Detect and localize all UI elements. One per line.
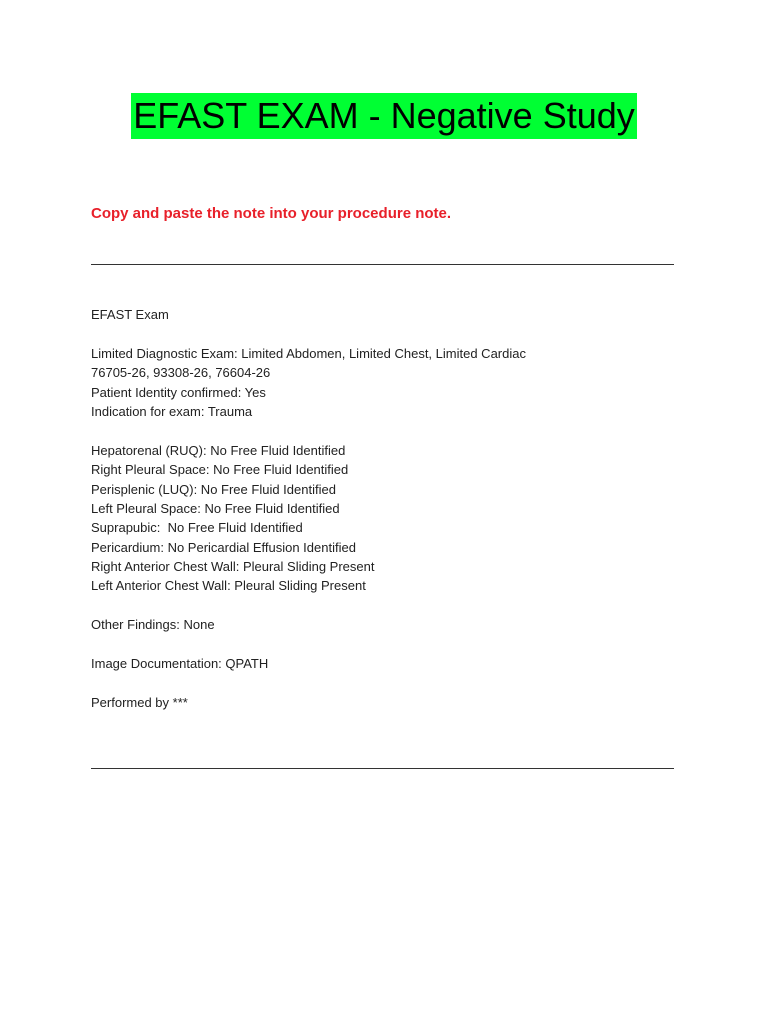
spacer [91, 635, 691, 654]
finding-line: Suprapubic: No Free Fluid Identified [91, 520, 303, 536]
finding-line: Perisplenic (LUQ): No Free Fluid Identified [91, 481, 336, 497]
finding-line: Pericardium: No Pericardial Effusion Identified [91, 539, 356, 555]
exam-info-line: Limited Diagnostic Exam: Limited Abdomen, Limited Chest, Limited Cardiac [91, 345, 526, 361]
title-wrapper [0, 93, 768, 139]
finding-line: Hepatorenal (RUQ): No Free Fluid Identified [91, 442, 346, 458]
note-heading: EFAST Exam [91, 307, 169, 322]
image-documentation-line: Image Documentation: QPATH [91, 656, 269, 672]
finding-line: Left Anterior Chest Wall: Pleural Sliding Present [91, 578, 366, 594]
finding-line: Left Pleural Space: No Free Fluid Identified [91, 500, 340, 516]
top-divider [91, 264, 674, 265]
finding-line: Right Anterior Chest Wall: Pleural Sliding Present [91, 559, 375, 575]
page-title: EFAST EXAM - Negative Study [131, 93, 637, 139]
finding-line: Right Pleural Space: No Free Fluid Identified [91, 462, 349, 478]
exam-info-line: 76705-26, 93308-26, 76604-26 [91, 365, 271, 381]
spacer [91, 421, 691, 440]
spacer [91, 596, 691, 615]
bottom-divider [91, 768, 674, 769]
procedure-note [91, 305, 691, 712]
performed-by-line: Performed by *** [91, 694, 188, 710]
exam-info-line: Patient Identity confirmed: Yes [91, 384, 266, 400]
exam-info-line: Indication for exam: Trauma [91, 403, 253, 419]
spacer [91, 673, 691, 692]
instruction-text: Copy and paste the note into your procedure note. [91, 205, 452, 222]
spacer [91, 324, 691, 343]
other-findings-line: Other Findings: None [91, 617, 215, 633]
